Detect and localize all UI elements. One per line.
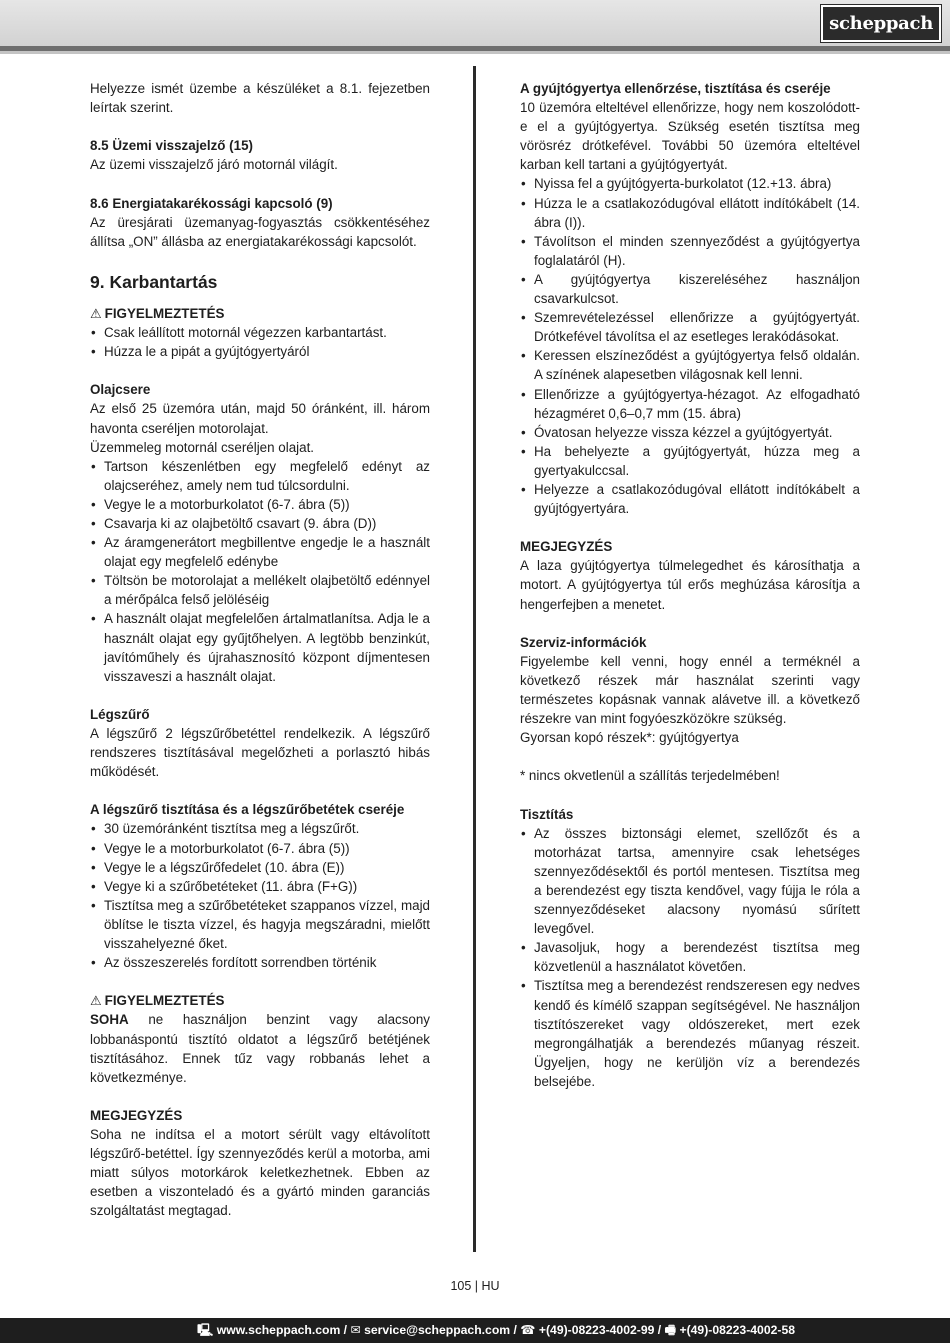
section-8-5-text: Az üzemi visszajelző járó motornál világít. <box>90 157 338 173</box>
air-filter-cleaning-list <box>90 819 430 972</box>
note-text-left: Soha ne indítsa el a motort sérült vagy eltávolított légszűrő-betéttel. Így szennyeződés kerül a motorba, ami miatt súlyos motorkárok keletkezhetnek. Ebben az esetben a viszonteladó és a gyártó minden garanciás szolgáltatást megtagad. <box>90 1126 430 1219</box>
list-item: • Szemrevételezéssel ellenőrizze a gyújtógyertyát. Drótkefével távolítsa el az esetleges lerakódásokat. <box>520 308 860 346</box>
service-info-text: Figyelembe kell venni, hogy ennél a terméknél a következő részek már használat szerinti vagy természetes kopásnak vannak alávetve ill. a következő részekre van mint fogyóeszközökre szükség. <box>520 653 860 727</box>
list-item: • Tisztítsa meg a szűrőbetéteket szappanos vízzel, majd öblítse le tiszta vízzel, és hagyja megszáradni, mielőtt visszahelyezné őket. <box>90 896 430 953</box>
footer-web[interactable]: www.scheppach.com <box>216 1323 341 1337</box>
oil-change-title: Olajcsere <box>90 382 151 398</box>
mail-icon: ✉ <box>350 1323 361 1337</box>
oil-change-text-1: Az első 25 üzemóra után, majd 50 óránként, ill. három havonta cseréljen motorolajat. <box>90 401 430 436</box>
warning-body: ne használjon benzint vagy alacsony lobbanáspontú tisztító oldatot a légszűrő betétjének tisztításához. Ennek tűz vagy robbanás lehet a következménye. <box>90 1012 430 1085</box>
note-title-left: MEGJEGYZÉS <box>90 1107 183 1123</box>
list-item: • Ha behelyezte a gyújtógyertyát, húzza meg a gyertyakulccsal. <box>520 442 860 480</box>
list-item: • Az áramgenerátort megbillentve engedje le a használt olajat egy megfelelő edénybe <box>90 533 430 571</box>
phone-icon: ☎ <box>520 1323 536 1337</box>
note-text-right: A laza gyújtógyertya túlmelegedhet és károsíthatja a motort. A gyújtógyertya túl erős meghúzása károsítja a hengerfejben a menetet. <box>520 558 860 612</box>
air-filter-text: A légszűrő 2 légszűrőbetéttel rendelkezik. A légszűrő rendszeres tisztításával megelőzheti a porlasztó hibás működését. <box>90 726 430 780</box>
column-divider <box>473 66 476 1252</box>
section-9-title: 9. Karbantartás <box>90 271 218 292</box>
warning-triangle-icon: ⚠ <box>90 305 102 321</box>
list-item: • Vegye le a motorburkolatot (6-7. ábra (5)) <box>90 495 430 514</box>
service-footnote: * nincs okvetlenül a szállítás terjedelmében! <box>520 768 780 784</box>
list-item: • Csavarja ki az olajbetöltő csavart (9. ábra (D)) <box>90 514 430 533</box>
footer-email[interactable]: service@scheppach.com <box>364 1323 511 1337</box>
oil-change-text-2: Üzemmeleg motornál cseréljen olajat. <box>90 439 315 455</box>
warning-triangle-icon: ⚠ <box>90 993 102 1009</box>
list-item: • A gyújtógyertya kiszereléséhez használjon csavarkulcsot. <box>520 270 860 308</box>
list-item: • Nyissa fel a gyújtógyerta-burkolatot (12.+13. ábra) <box>520 174 860 193</box>
list-item: • Vegye le a légszűrőfedelet (10. ábra (E)) <box>90 858 430 877</box>
warning-list-1 <box>90 323 430 361</box>
list-item: • Ellenőrizze a gyújtógyertya-hézagot. Az elfogadható hézagméret 0,6–0,7 mm (15. ábra) <box>520 385 860 423</box>
list-item: • Vegye le a motorburkolatot (6-7. ábra (5)) <box>90 839 430 858</box>
list-item: • Tisztítsa meg a berendezést rendszeresen egy nedves kendő és kímélő szappan segítségével. Ne használjon tisztítószereket vagy oldószereket, mert ezek megrongálhatják a berendezés műanyag részeit. Ügyeljen, hogy ne kerüljön víz a berendezés belsejébe. <box>520 976 860 1091</box>
section-8-5-title: 8.5 Üzemi visszajelző (15) <box>90 138 253 154</box>
footer-bar <box>0 1318 950 1343</box>
service-info-parts: Gyorsan kopó részek*: gyújtógyertya <box>520 730 739 746</box>
intro-text: Helyezze ismét üzembe a készüléket a 8.1. fejezetben leírtak szerint. <box>90 81 430 116</box>
warning-title-1: FIGYELMEZTETÉS <box>104 305 225 321</box>
list-item: • 30 üzemóránként tisztítsa meg a légszűrőt. <box>90 819 430 838</box>
left-column <box>90 79 430 1220</box>
service-info-title: Szerviz-információk <box>520 634 647 650</box>
air-filter-title: Légszűrő <box>90 706 150 722</box>
spark-plug-text: 10 üzemóra elteltével ellenőrizze, hogy nem koszolódott-e el a gyújtógyertya. Szükség esetén tisztítsa meg vörösréz drótkefével. További 50 üzemóra elteltével karban kell tartani a gyújtógyertyát. <box>520 100 860 173</box>
header-band <box>0 0 950 51</box>
warning-emphasis: SOHA <box>90 1012 129 1028</box>
list-item: • Vegye ki a szűrőbetéteket (11. ábra (F+G)) <box>90 877 430 896</box>
section-8-6-text: Az üresjárati üzemanyag-fogyasztás csökkentéséhez állítsa „ON” állásba az energiatakarékossági kapcsolót. <box>90 214 430 249</box>
cleaning-list <box>520 824 860 1091</box>
warning-heading-2 <box>90 991 430 1010</box>
warning-text-2 <box>90 1010 430 1086</box>
oil-change-list <box>90 457 430 686</box>
warning-title-2: FIGYELMEZTETÉS <box>104 993 225 1009</box>
list-item: • Húzza le a pipát a gyújtógyertyáról <box>90 342 430 361</box>
list-item: • Távolítson el minden szennyeződést a gyújtógyertya foglalatáról (H). <box>520 232 860 270</box>
footer-separator: / <box>510 1323 521 1337</box>
air-filter-cleaning-title: A légszűrő tisztítása és a légszűrőbetétek cseréje <box>90 802 405 818</box>
list-item: • Keressen elszíneződést a gyújtógyertya felső oldalán. A színének alapesetben világosnak kell lenni. <box>520 346 860 384</box>
note-title-right: MEGJEGYZÉS <box>520 539 613 555</box>
scheppach-logo: scheppach <box>821 5 941 42</box>
list-item: • Húzza le a csatlakozódugóval ellátott indítókábelt (14. ábra (I)). <box>520 194 860 232</box>
list-item: • Javasoljuk, hogy a berendezést tisztítsa meg közvetlenül a használatot követően. <box>520 938 860 976</box>
right-column <box>520 79 860 1091</box>
fax-icon: 🖷 <box>664 1323 677 1337</box>
section-8-6-title: 8.6 Energiatakarékossági kapcsoló (9) <box>90 195 333 211</box>
header-band-shade <box>0 51 950 54</box>
list-item: • Az összeszerelés fordított sorrendben történik <box>90 953 430 972</box>
footer-fax: +(49)-08223-4002-58 <box>679 1323 795 1337</box>
list-item: • A használt olajat megfelelően ártalmatlanítsa. Adja le a használt olajat egy gyűjtőhelyen. A legtöbb benzinkút, javítóműhely és újrahasznosító központ díjmentesen visszaveszi a használt olajat. <box>90 609 430 685</box>
footer-separator: / <box>654 1323 665 1337</box>
list-item: • Csak leállított motornál végezzen karbantartást. <box>90 323 430 342</box>
spark-plug-list <box>520 174 860 518</box>
footer-phone: +(49)-08223-4002-99 <box>538 1323 655 1337</box>
list-item: • Óvatosan helyezze vissza kézzel a gyújtógyertyát. <box>520 423 860 442</box>
computer-icon: 🖳 <box>197 1323 214 1337</box>
page-number: 105 | HU <box>450 1279 500 1293</box>
spark-plug-title: A gyújtógyertya ellenőrzése, tisztítása és cseréje <box>520 81 831 96</box>
footer-separator: / <box>340 1323 351 1337</box>
list-item: • Töltsön be motorolajat a mellékelt olajbetöltő edénnyel a mérőpálca felső jelöléséig <box>90 571 430 609</box>
list-item: • Helyezze a csatlakozódugóval ellátott indítókábelt a gyújtógyertyára. <box>520 480 860 518</box>
cleaning-title: Tisztítás <box>520 806 574 822</box>
list-item: • Az összes biztonsági elemet, szellőzőt és a motorházat tartsa, amennyire csak lehetséges szennyeződésektől és portól mentesen. Tisztítsa meg a berendezést egy tiszta kendővel, vagy fújja le róla a szennyeződéseket alacsony nyomású sűrített levegővel. <box>520 824 860 939</box>
list-item: • Tartson készenlétben egy megfelelő edényt az olajcseréhez, amely nem tud túlcsordulni. <box>90 457 430 495</box>
warning-heading-1 <box>90 304 430 323</box>
